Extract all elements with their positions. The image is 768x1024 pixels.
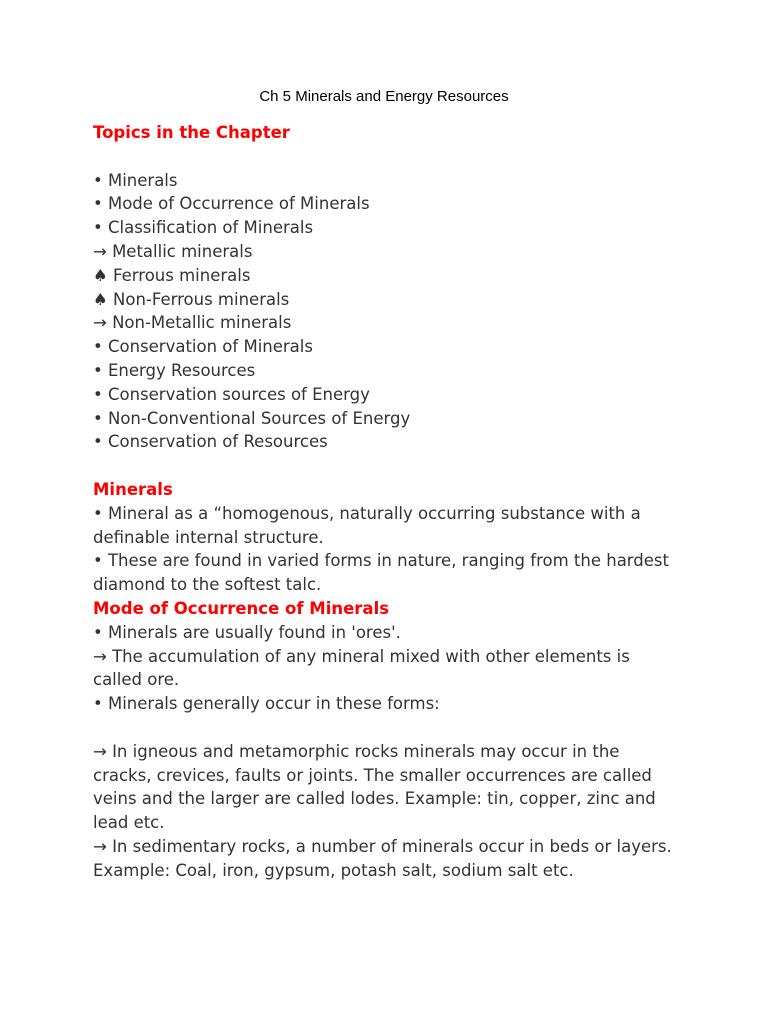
occurrence-form: → In igneous and metamorphic rocks minerals may occur in the cracks, crevices, faults or joints. The smaller occurrences are called veins and the larger are called lodes. Example: tin, copper, zinc and lead etc. — [93, 741, 656, 833]
page-title: Ch 5 Minerals and Energy Resources — [259, 88, 509, 105]
topic-item: • Conservation of Resources — [93, 432, 328, 452]
spacer — [93, 716, 683, 740]
topics-list — [93, 169, 683, 455]
topic-item: ♠ Ferrous minerals — [93, 265, 251, 285]
minerals-paragraph: • These are found in varied forms in nature, ranging from the hardest diamond to the softest talc. — [93, 551, 669, 595]
document-body — [93, 121, 683, 883]
topic-item: • Conservation sources of Energy — [93, 384, 370, 404]
topic-item: • Energy Resources — [93, 360, 256, 380]
occurrence-paragraph: → The accumulation of any mineral mixed with other elements is called ore. — [93, 646, 630, 690]
minerals-paragraph: • Mineral as a “homogenous, naturally occurring substance with a definable internal structure. — [93, 503, 641, 547]
topic-item: • Conservation of Minerals — [93, 337, 313, 357]
topic-item: • Classification of Minerals — [93, 218, 314, 238]
topic-item: • Non-Conventional Sources of Energy — [93, 408, 411, 428]
topics-heading: Topics in the Chapter — [93, 123, 290, 142]
occurrence-form: → In sedimentary rocks, a number of minerals occur in beds or layers. Example: Coal, iron, gypsum, potash salt, sodium salt etc. — [93, 836, 672, 880]
occurrence-heading: Mode of Occurrence of Minerals — [93, 598, 390, 618]
occurrence-paragraph: • Minerals generally occur in these forms: — [93, 694, 440, 714]
topic-item: → Metallic minerals — [93, 241, 253, 261]
topic-item: • Minerals — [93, 170, 178, 190]
minerals-heading: Minerals — [93, 479, 173, 499]
topic-item: • Mode of Occurrence of Minerals — [93, 194, 370, 214]
occurrence-paragraph: • Minerals are usually found in 'ores'. — [93, 622, 401, 642]
spacer — [93, 145, 683, 169]
topic-item: → Non-Metallic minerals — [93, 313, 292, 333]
topic-item: ♠ Non-Ferrous minerals — [93, 289, 290, 309]
spacer — [93, 454, 683, 478]
